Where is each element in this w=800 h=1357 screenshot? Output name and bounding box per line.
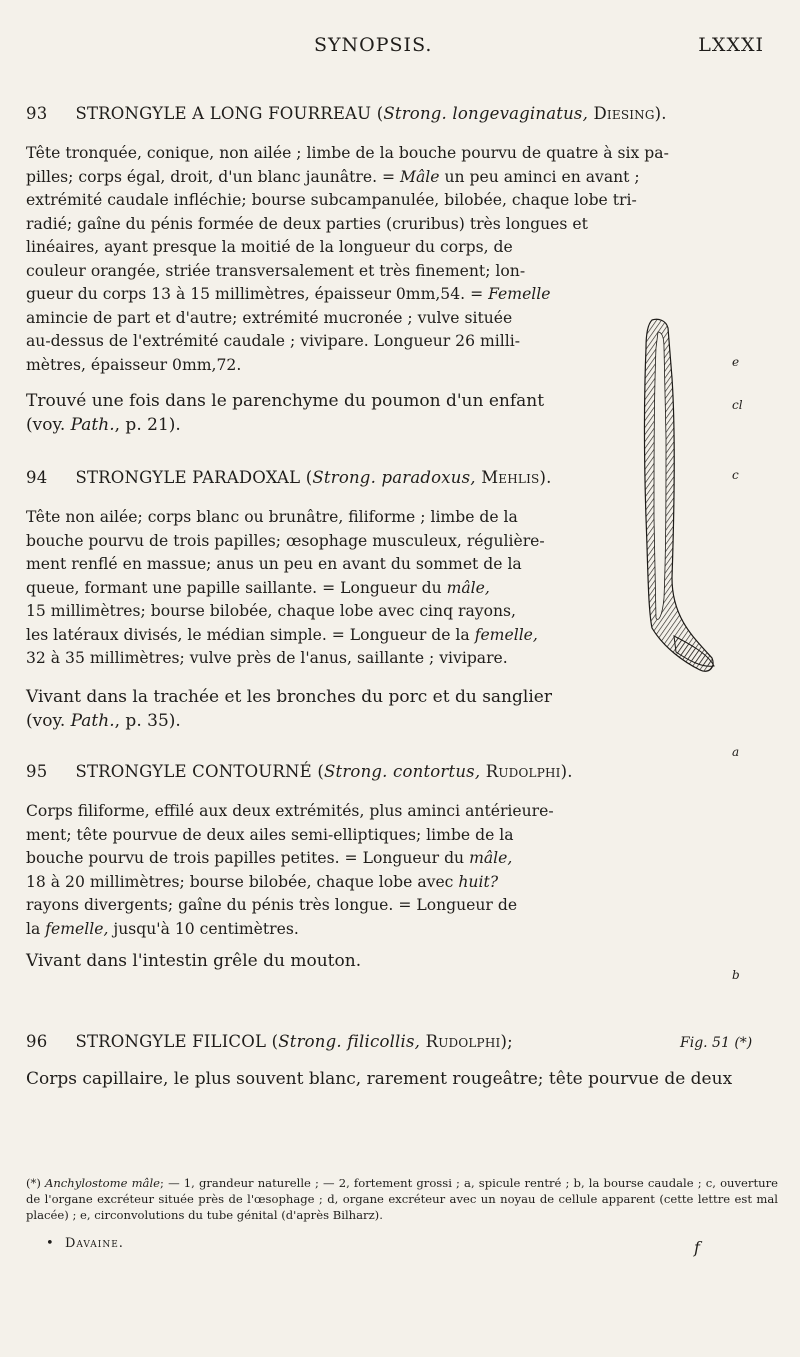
entry-95-heading: 95 STRONGYLE CONTOURNÉ (Strong. contortus, Rudolphi). bbox=[26, 762, 573, 781]
line: au-dessus de l'extrémité caudale ; vivipare. Longueur 26 milli- bbox=[26, 332, 520, 350]
line: couleur orangée, striée transversalement et très finement; lon- bbox=[26, 261, 526, 280]
label-a: a bbox=[732, 745, 740, 759]
line: les latéraux divisés, le médian simple. = Longueur de la femelle, bbox=[26, 625, 538, 644]
line: (voy. Path., p. 21). bbox=[26, 414, 181, 435]
entry-author: Rudolphi bbox=[485, 762, 561, 781]
line: extrémité caudale infléchie; bourse subcampanulée, bilobée, chaque lobe tri- bbox=[26, 191, 637, 209]
line: 32 à 35 millimètres; vulve près de l'anus, saillante ; vivipare. bbox=[26, 649, 508, 667]
label-b: b bbox=[732, 968, 740, 982]
entry-number: 96 bbox=[26, 1032, 48, 1051]
entry-title: STRONGYLE A LONG FOURREAU bbox=[75, 104, 372, 123]
entry-96-heading: 96 STRONGYLE FILICOL (Strong. filicollis, Rudolphi); bbox=[26, 1032, 513, 1051]
entry-author: Diesing bbox=[593, 104, 655, 123]
line: radié; gaîne du pénis formée de deux parties (cruribus) très longues et bbox=[26, 214, 588, 233]
label-cl: cl bbox=[732, 398, 743, 412]
line: ment renflé en massue; anus un peu en avant du sommet de la bbox=[26, 555, 522, 573]
line: Tête non ailée; corps blanc ou brunâtre, filiforme ; limbe de la bbox=[26, 508, 518, 526]
entry-95-description bbox=[26, 800, 592, 941]
footnote-title: Anchylostome mâle bbox=[44, 1176, 161, 1190]
line: bouche pourvu de trois papilles petites. = Longueur du mâle, bbox=[26, 849, 513, 867]
signature-mark: f bbox=[694, 1238, 700, 1257]
entry-latin: Strong. filicollis, bbox=[278, 1032, 421, 1051]
printer-signature: • Davaine. bbox=[46, 1236, 124, 1251]
line: Tête tronquée, conique, non ailée ; limbe de la bouche pourvu de quatre à six pa- bbox=[26, 144, 669, 162]
entry-author: Mehlis bbox=[481, 468, 540, 487]
line: mètres, épaisseur 0mm,72. bbox=[26, 355, 242, 374]
label-c: c bbox=[732, 468, 739, 482]
entry-93-description bbox=[26, 142, 778, 236]
line: 15 millimètres; bourse bilobée, chaque lobe avec cinq rayons, bbox=[26, 602, 516, 620]
footnote-text: ; — 1, grandeur naturelle ; — 2, fortement grossi ; a, spicule rentré ; b, la bourse caudale ; c, ouverture de l'organe excréteur située près de l'œsophage ; d, organe excréteur avec un noyau de cellule apparent (cette lettre est mal placée) ; e, circonvolutions du tube génital (d'après Bilharz). bbox=[26, 1176, 778, 1222]
figure-caption: Fig. 51 (*) bbox=[680, 1035, 753, 1051]
running-title: SYNOPSIS. bbox=[314, 34, 433, 56]
figure-51-worm-illustration bbox=[604, 318, 724, 678]
entry-latin: Strong. paradoxus, bbox=[312, 468, 476, 487]
entry-number: 95 bbox=[26, 762, 48, 781]
line: 18 à 20 millimètres; bourse bilobée, chaque lobe avec huit? bbox=[26, 872, 499, 891]
entry-title: STRONGYLE FILICOL bbox=[75, 1032, 267, 1051]
line: gueur du corps 13 à 15 millimètres, épaisseur 0mm,54. = Femelle bbox=[26, 285, 551, 303]
line: la femelle, jusqu'à 10 centimètres. bbox=[26, 919, 299, 938]
entry-94-description bbox=[26, 506, 592, 671]
entry-number: 93 bbox=[26, 104, 48, 123]
entry-93-description-cont bbox=[26, 236, 592, 377]
entry-author: Rudolphi bbox=[425, 1032, 501, 1051]
footnote-mark: (*) bbox=[26, 1176, 45, 1190]
entry-title: STRONGYLE PARADOXAL bbox=[75, 468, 301, 487]
line: Corps filiforme, effilé aux deux extrémités, plus aminci antérieure- bbox=[26, 802, 554, 820]
footnote bbox=[26, 1176, 778, 1223]
entry-94-habitat bbox=[26, 686, 596, 733]
line: rayons divergents; gaîne du pénis très longue. = Longueur de bbox=[26, 896, 518, 914]
line: bouche pourvu de trois papilles; œsophage musculeux, régulière- bbox=[26, 531, 545, 550]
line: (voy. Path., p. 35). bbox=[26, 710, 181, 731]
entry-latin: Strong. contortus, bbox=[324, 762, 481, 781]
worm-gut bbox=[654, 332, 666, 619]
entry-93-heading: 93 STRONGYLE A LONG FOURREAU (Strong. longevaginatus, Diesing). bbox=[26, 104, 667, 123]
entry-96-description: Corps capillaire, le plus souvent blanc, rarement rougeâtre; tête pourvue de deux bbox=[26, 1069, 733, 1089]
entry-95-habitat: Vivant dans l'intestin grêle du mouton. bbox=[26, 951, 362, 971]
entry-title: STRONGYLE CONTOURNÉ bbox=[75, 762, 312, 781]
line: ment; tête pourvue de deux ailes semi-elliptiques; limbe de la bbox=[26, 825, 514, 844]
signature-text: Davaine. bbox=[64, 1236, 124, 1251]
line: linéaires, ayant presque la moitié de la longueur du corps, de bbox=[26, 238, 513, 256]
entry-number: 94 bbox=[26, 468, 48, 487]
line: queue, formant une papille saillante. = Longueur du mâle, bbox=[26, 578, 490, 597]
line: amincie de part et d'autre; extrémité mucronée ; vulve située bbox=[26, 308, 513, 327]
page-number: LXXXI bbox=[698, 34, 764, 56]
entry-93-habitat bbox=[26, 390, 596, 437]
line: Vivant dans la trachée et les bronches du porc et du sanglier bbox=[26, 687, 552, 707]
line: Trouvé une fois dans le parenchyme du poumon d'un enfant bbox=[26, 391, 545, 411]
line: pilles; corps égal, droit, d'un blanc jaunâtre. = Mâle un peu aminci en avant ; bbox=[26, 167, 640, 186]
entry-latin: Strong. longevaginatus, bbox=[383, 104, 589, 123]
label-e: e bbox=[732, 355, 740, 369]
entry-94-heading: 94 STRONGYLE PARADOXAL (Strong. paradoxus, Mehlis). bbox=[26, 468, 552, 487]
